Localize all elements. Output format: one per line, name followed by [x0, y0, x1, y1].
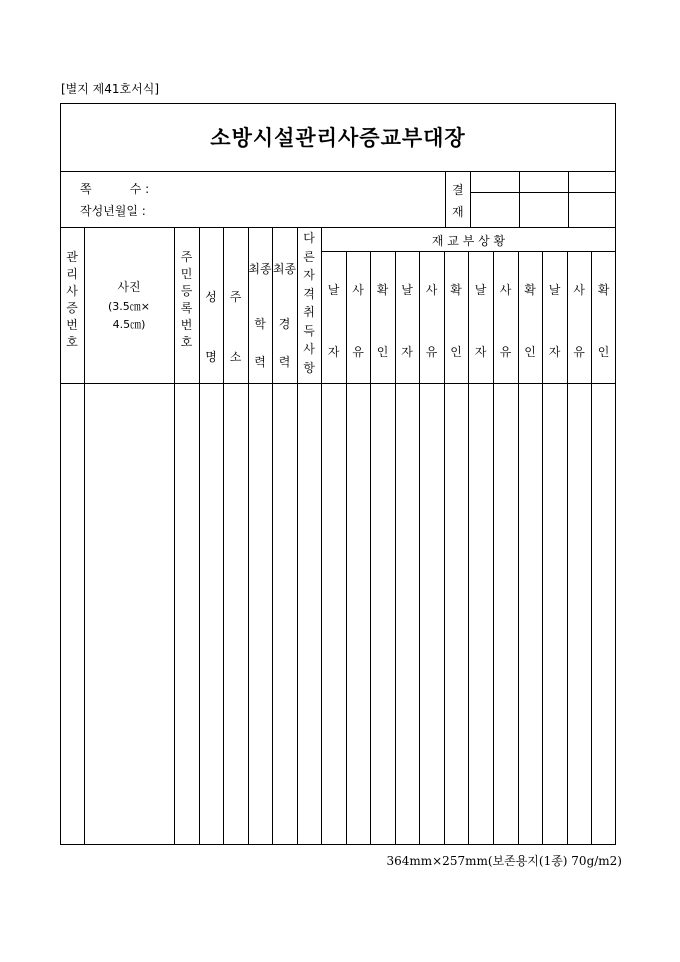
sub-header-bottom: 자 — [327, 345, 340, 359]
header-other-qualification: 다 른 자 격 취 득 사 항 — [303, 231, 315, 375]
sub-column-line — [493, 251, 494, 845]
sub-header-bottom: 인 — [376, 345, 389, 359]
sub-header-bottom: 인 — [450, 345, 462, 359]
approval-cell-line — [568, 171, 569, 227]
sub-header-bottom: 자 — [548, 345, 561, 359]
page-title: 소방시설관리사증교부대장 — [210, 125, 466, 150]
column-line — [321, 227, 322, 845]
sub-column-line — [591, 251, 592, 845]
sub-header-bottom: 유 — [352, 345, 364, 359]
approval-label-bottom: 재 — [452, 205, 464, 219]
header-career: 경 력 — [278, 317, 291, 369]
header-reissue-status: 재 교 부 상 황 — [431, 234, 506, 248]
sub-column-line — [567, 251, 568, 845]
header-address: 주 소 — [229, 290, 242, 364]
sub-header-top: 날 — [474, 283, 487, 297]
created-date-label: 작성년월일 : — [80, 204, 146, 218]
sub-column-line — [518, 251, 519, 845]
paper-spec-note: 364mm×257mm(보존용지(1종) 70g/m2) — [386, 854, 622, 868]
sub-header-bottom: 유 — [573, 345, 585, 359]
sub-column-line — [419, 251, 420, 845]
sub-column-line — [395, 251, 396, 845]
sub-header-top: 사 — [352, 283, 364, 297]
header-career-top: 최종 — [272, 262, 297, 276]
sub-header-top: 확 — [376, 283, 389, 297]
approval-cell-line — [519, 171, 520, 227]
header-photo: 사진 — [117, 280, 141, 294]
header-mgmt-number: 관 리 사 증 번 호 — [66, 250, 78, 349]
sub-header-bottom: 유 — [425, 345, 438, 359]
sub-header-bottom: 유 — [499, 345, 512, 359]
approval-left-line — [445, 171, 446, 227]
meta-divider — [60, 227, 616, 228]
page-count-label: 쪽 수 : — [80, 182, 150, 196]
sub-header-top: 날 — [327, 283, 340, 297]
header-bottom-divider — [60, 383, 616, 384]
header-photo-size: (3.5㎝× — [107, 300, 150, 313]
header-education: 학 력 — [254, 317, 266, 369]
sub-column-line — [468, 251, 469, 845]
sub-header-bottom: 자 — [474, 345, 487, 359]
sub-header-top: 사 — [499, 283, 512, 297]
sub-header-top: 사 — [573, 283, 585, 297]
sub-column-line — [370, 251, 371, 845]
header-resident-number: 주 민 등 록 번 호 — [180, 250, 193, 349]
approval-label-top: 결 — [452, 183, 464, 197]
sub-header-top: 확 — [524, 283, 536, 297]
sub-column-line — [444, 251, 445, 845]
sub-header-bottom: 인 — [524, 345, 536, 359]
approval-divider — [470, 192, 616, 193]
title-divider — [60, 171, 616, 172]
sub-header-top: 확 — [450, 283, 462, 297]
sub-column-line — [346, 251, 347, 845]
sub-header-top: 날 — [548, 283, 561, 297]
header-photo-size: 4.5㎝) — [112, 318, 146, 331]
header-name: 성 명 — [205, 290, 217, 364]
sub-header-top: 사 — [425, 283, 438, 297]
sub-header-bottom: 자 — [401, 345, 413, 359]
header-education-top: 최종 — [248, 262, 272, 276]
sub-header-top: 날 — [401, 283, 413, 297]
sub-header-top: 확 — [597, 283, 610, 297]
sub-column-line — [542, 251, 543, 845]
approval-inner-line — [470, 171, 471, 227]
sub-header-bottom: 인 — [597, 345, 610, 359]
form-label: [별지 제41호서식] — [61, 82, 159, 96]
